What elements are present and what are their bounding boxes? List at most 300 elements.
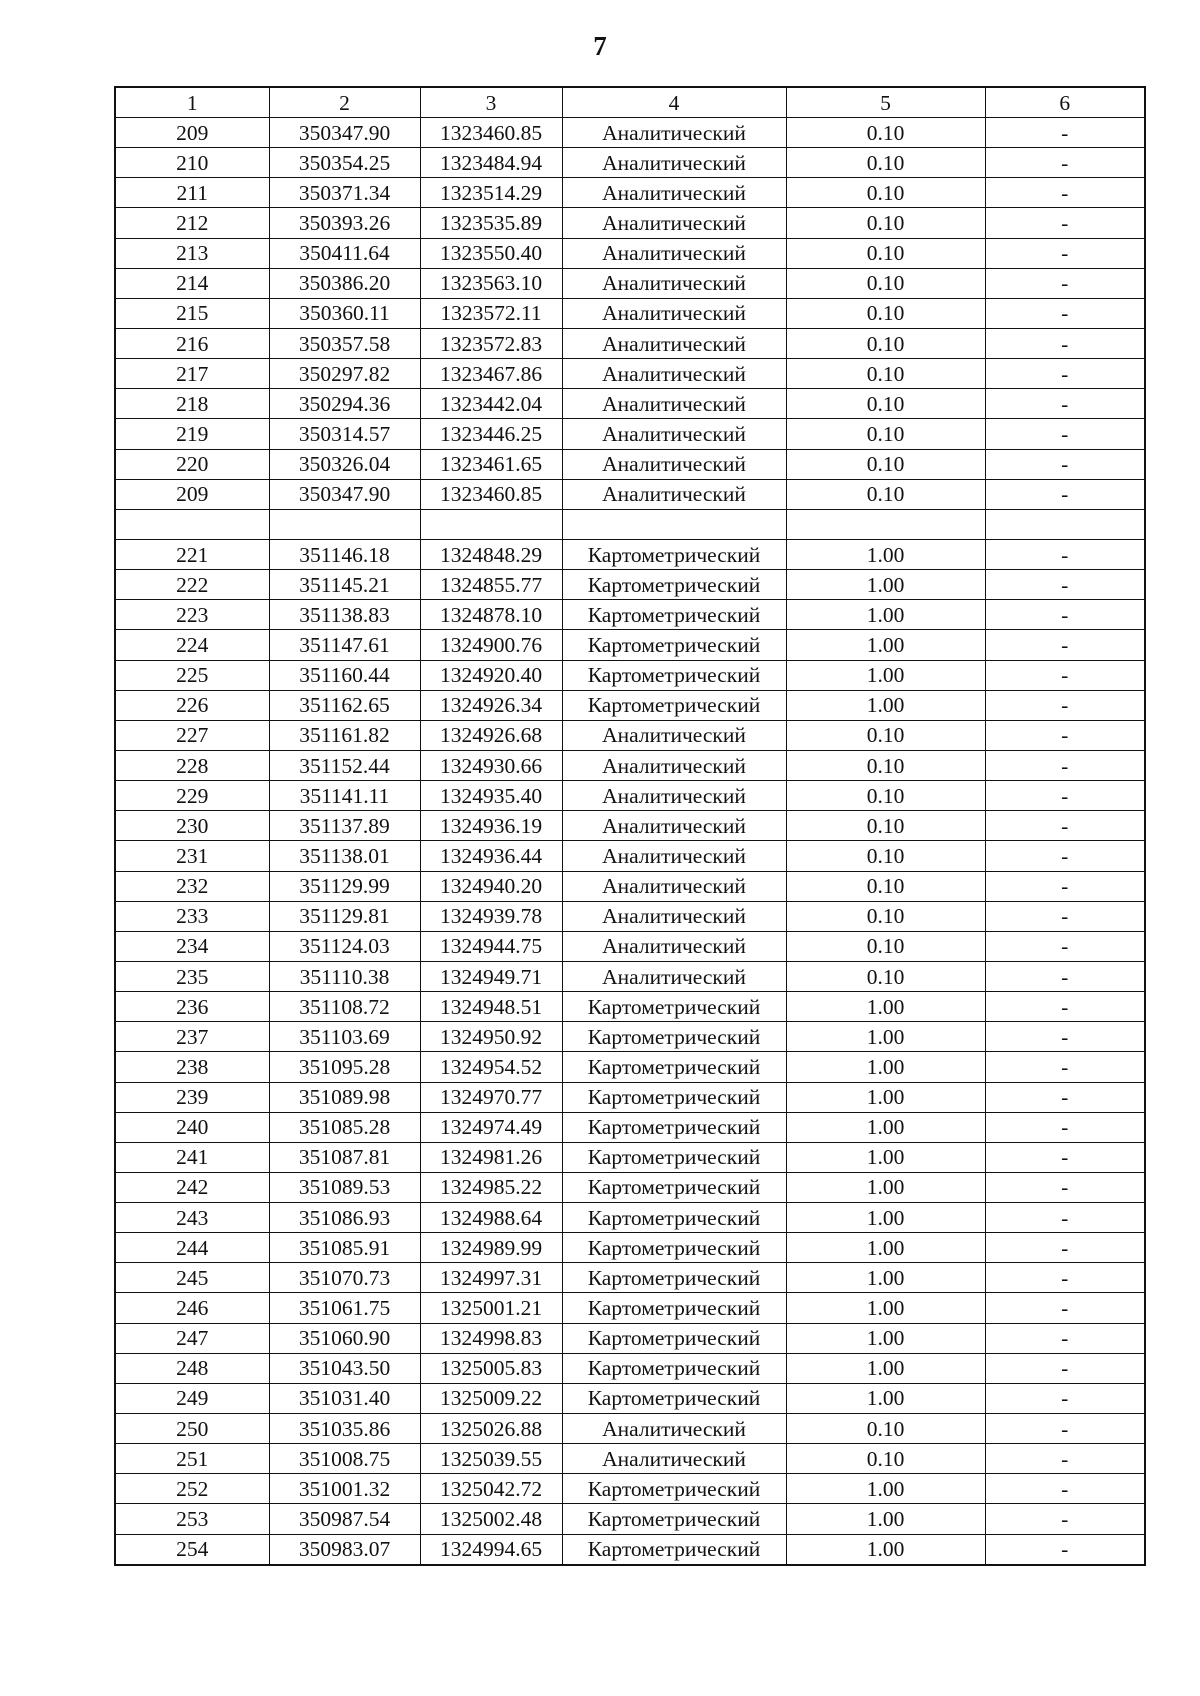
x-coordinate-cell: 351152.44 bbox=[269, 750, 420, 780]
accuracy-cell: 1.00 bbox=[786, 1323, 985, 1353]
method-cell: Аналитический bbox=[562, 720, 786, 750]
point-number-cell: 252 bbox=[115, 1474, 269, 1504]
y-coordinate-cell: 1324926.68 bbox=[420, 720, 562, 750]
table-row bbox=[115, 931, 1145, 961]
method-cell: Аналитический bbox=[562, 298, 786, 328]
y-coordinate-cell: 1324935.40 bbox=[420, 781, 562, 811]
method-cell: Аналитический bbox=[562, 479, 786, 509]
x-coordinate-cell: 350371.34 bbox=[269, 178, 420, 208]
y-coordinate-cell: 1323460.85 bbox=[420, 479, 562, 509]
table-row bbox=[115, 1323, 1145, 1353]
method-cell: Картометрический bbox=[562, 1323, 786, 1353]
point-number-cell: 248 bbox=[115, 1353, 269, 1383]
description-cell: - bbox=[985, 1534, 1145, 1565]
point-number-cell: 242 bbox=[115, 1172, 269, 1202]
point-number-cell: 214 bbox=[115, 268, 269, 298]
point-number-cell: 227 bbox=[115, 720, 269, 750]
table-row bbox=[115, 238, 1145, 268]
y-coordinate-cell: 1324900.76 bbox=[420, 630, 562, 660]
method-cell: Картометрический bbox=[562, 1082, 786, 1112]
point-number-cell: 220 bbox=[115, 449, 269, 479]
header-row bbox=[115, 87, 1145, 118]
x-coordinate-cell: 351060.90 bbox=[269, 1323, 420, 1353]
point-number-cell: 240 bbox=[115, 1112, 269, 1142]
method-cell: Картометрический bbox=[562, 1534, 786, 1565]
accuracy-cell: 1.00 bbox=[786, 1112, 985, 1142]
accuracy-cell: 1.00 bbox=[786, 1082, 985, 1112]
point-number-cell bbox=[115, 509, 269, 539]
accuracy-cell: 1.00 bbox=[786, 1172, 985, 1202]
description-cell: - bbox=[985, 1383, 1145, 1413]
accuracy-cell: 0.10 bbox=[786, 208, 985, 238]
point-number-cell: 245 bbox=[115, 1263, 269, 1293]
table-row bbox=[115, 539, 1145, 569]
accuracy-cell: 1.00 bbox=[786, 1474, 985, 1504]
description-cell: - bbox=[985, 660, 1145, 690]
accuracy-cell: 0.10 bbox=[786, 841, 985, 871]
description-cell: - bbox=[985, 1112, 1145, 1142]
point-number-cell: 247 bbox=[115, 1323, 269, 1353]
accuracy-cell: 0.10 bbox=[786, 238, 985, 268]
x-coordinate-cell: 350411.64 bbox=[269, 238, 420, 268]
x-coordinate-cell: 350297.82 bbox=[269, 359, 420, 389]
y-coordinate-cell: 1324981.26 bbox=[420, 1142, 562, 1172]
accuracy-cell: 0.10 bbox=[786, 178, 985, 208]
method-cell: Аналитический bbox=[562, 208, 786, 238]
page-number: 7 bbox=[593, 31, 607, 61]
description-cell: - bbox=[985, 630, 1145, 660]
x-coordinate-cell: 351110.38 bbox=[269, 961, 420, 991]
description-cell: - bbox=[985, 1022, 1145, 1052]
table-row bbox=[115, 1233, 1145, 1263]
accuracy-cell: 0.10 bbox=[786, 298, 985, 328]
accuracy-cell: 1.00 bbox=[786, 690, 985, 720]
method-cell bbox=[562, 509, 786, 539]
method-cell: Картометрический bbox=[562, 690, 786, 720]
point-number-cell: 254 bbox=[115, 1534, 269, 1565]
method-cell: Картометрический bbox=[562, 1263, 786, 1293]
table-row bbox=[115, 1504, 1145, 1534]
point-number-cell: 222 bbox=[115, 570, 269, 600]
description-cell: - bbox=[985, 389, 1145, 419]
description-cell: - bbox=[985, 328, 1145, 358]
description-cell bbox=[985, 509, 1145, 539]
table-row bbox=[115, 811, 1145, 841]
y-coordinate-cell: 1324949.71 bbox=[420, 961, 562, 991]
x-coordinate-cell: 351001.32 bbox=[269, 1474, 420, 1504]
accuracy-cell: 1.00 bbox=[786, 630, 985, 660]
method-cell: Картометрический bbox=[562, 1142, 786, 1172]
y-coordinate-cell: 1324948.51 bbox=[420, 992, 562, 1022]
table-row bbox=[115, 660, 1145, 690]
x-coordinate-cell: 351095.28 bbox=[269, 1052, 420, 1082]
method-cell: Аналитический bbox=[562, 931, 786, 961]
description-cell: - bbox=[985, 148, 1145, 178]
method-cell: Картометрический bbox=[562, 600, 786, 630]
x-coordinate-cell: 351141.11 bbox=[269, 781, 420, 811]
accuracy-cell: 0.10 bbox=[786, 389, 985, 419]
point-number-cell: 229 bbox=[115, 781, 269, 811]
description-cell: - bbox=[985, 1504, 1145, 1534]
y-coordinate-cell: 1324985.22 bbox=[420, 1172, 562, 1202]
description-cell: - bbox=[985, 781, 1145, 811]
x-coordinate-cell: 351035.86 bbox=[269, 1414, 420, 1444]
x-coordinate-cell: 350360.11 bbox=[269, 298, 420, 328]
column-header: 4 bbox=[562, 87, 786, 118]
method-cell: Аналитический bbox=[562, 1444, 786, 1474]
accuracy-cell: 1.00 bbox=[786, 1263, 985, 1293]
column-header: 3 bbox=[420, 87, 562, 118]
description-cell: - bbox=[985, 1052, 1145, 1082]
column-header: 6 bbox=[985, 87, 1145, 118]
y-coordinate-cell: 1323467.86 bbox=[420, 359, 562, 389]
y-coordinate-cell: 1324944.75 bbox=[420, 931, 562, 961]
description-cell: - bbox=[985, 961, 1145, 991]
table-row bbox=[115, 1082, 1145, 1112]
y-coordinate-cell: 1323572.83 bbox=[420, 328, 562, 358]
table-row bbox=[115, 1263, 1145, 1293]
description-cell: - bbox=[985, 871, 1145, 901]
description-cell: - bbox=[985, 1082, 1145, 1112]
point-number-cell: 216 bbox=[115, 328, 269, 358]
description-cell: - bbox=[985, 811, 1145, 841]
x-coordinate-cell: 350326.04 bbox=[269, 449, 420, 479]
method-cell: Аналитический bbox=[562, 1414, 786, 1444]
table-row bbox=[115, 328, 1145, 358]
x-coordinate-cell: 351129.99 bbox=[269, 871, 420, 901]
point-number-cell: 249 bbox=[115, 1383, 269, 1413]
y-coordinate-cell: 1325026.88 bbox=[420, 1414, 562, 1444]
description-cell: - bbox=[985, 1172, 1145, 1202]
method-cell: Картометрический bbox=[562, 1022, 786, 1052]
description-cell: - bbox=[985, 901, 1145, 931]
point-number-cell: 221 bbox=[115, 539, 269, 569]
accuracy-cell: 0.10 bbox=[786, 449, 985, 479]
x-coordinate-cell: 351089.98 bbox=[269, 1082, 420, 1112]
method-cell: Аналитический bbox=[562, 811, 786, 841]
y-coordinate-cell: 1324848.29 bbox=[420, 539, 562, 569]
y-coordinate-cell: 1324994.65 bbox=[420, 1534, 562, 1565]
y-coordinate-cell: 1324926.34 bbox=[420, 690, 562, 720]
description-cell: - bbox=[985, 750, 1145, 780]
point-number-cell: 238 bbox=[115, 1052, 269, 1082]
point-number-cell: 209 bbox=[115, 479, 269, 509]
accuracy-cell: 0.10 bbox=[786, 750, 985, 780]
accuracy-cell: 0.10 bbox=[786, 148, 985, 178]
accuracy-cell: 1.00 bbox=[786, 539, 985, 569]
point-number-cell: 244 bbox=[115, 1233, 269, 1263]
x-coordinate-cell: 351070.73 bbox=[269, 1263, 420, 1293]
y-coordinate-cell: 1324974.49 bbox=[420, 1112, 562, 1142]
table-row bbox=[115, 1022, 1145, 1052]
table-row bbox=[115, 449, 1145, 479]
accuracy-cell: 0.10 bbox=[786, 811, 985, 841]
point-number-cell: 217 bbox=[115, 359, 269, 389]
method-cell: Аналитический bbox=[562, 781, 786, 811]
accuracy-cell: 1.00 bbox=[786, 570, 985, 600]
accuracy-cell: 0.10 bbox=[786, 419, 985, 449]
table-row bbox=[115, 1112, 1145, 1142]
method-cell: Аналитический bbox=[562, 178, 786, 208]
x-coordinate-cell: 350357.58 bbox=[269, 328, 420, 358]
x-coordinate-cell: 351108.72 bbox=[269, 992, 420, 1022]
description-cell: - bbox=[985, 690, 1145, 720]
accuracy-cell: 1.00 bbox=[786, 1022, 985, 1052]
accuracy-cell: 0.10 bbox=[786, 781, 985, 811]
accuracy-cell: 1.00 bbox=[786, 992, 985, 1022]
table-row bbox=[115, 1383, 1145, 1413]
table-row bbox=[115, 178, 1145, 208]
accuracy-cell: 1.00 bbox=[786, 1052, 985, 1082]
method-cell: Аналитический bbox=[562, 841, 786, 871]
point-number-cell: 219 bbox=[115, 419, 269, 449]
x-coordinate-cell: 350347.90 bbox=[269, 118, 420, 148]
y-coordinate-cell: 1323442.04 bbox=[420, 389, 562, 419]
x-coordinate-cell: 351138.83 bbox=[269, 600, 420, 630]
y-coordinate-cell: 1325002.48 bbox=[420, 1504, 562, 1534]
accuracy-cell: 1.00 bbox=[786, 1534, 985, 1565]
accuracy-cell: 0.10 bbox=[786, 359, 985, 389]
y-coordinate-cell: 1325042.72 bbox=[420, 1474, 562, 1504]
x-coordinate-cell bbox=[269, 509, 420, 539]
method-cell: Аналитический bbox=[562, 901, 786, 931]
table-row bbox=[115, 781, 1145, 811]
point-number-cell: 218 bbox=[115, 389, 269, 419]
method-cell: Картометрический bbox=[562, 1383, 786, 1413]
x-coordinate-cell: 351085.91 bbox=[269, 1233, 420, 1263]
table-row bbox=[115, 1353, 1145, 1383]
y-coordinate-cell: 1325005.83 bbox=[420, 1353, 562, 1383]
x-coordinate-cell: 351043.50 bbox=[269, 1353, 420, 1383]
method-cell: Аналитический bbox=[562, 750, 786, 780]
x-coordinate-cell: 351146.18 bbox=[269, 539, 420, 569]
point-number-cell: 224 bbox=[115, 630, 269, 660]
x-coordinate-cell: 351124.03 bbox=[269, 931, 420, 961]
point-number-cell: 231 bbox=[115, 841, 269, 871]
table-row bbox=[115, 600, 1145, 630]
y-coordinate-cell: 1324954.52 bbox=[420, 1052, 562, 1082]
accuracy-cell: 1.00 bbox=[786, 1383, 985, 1413]
table-row bbox=[115, 992, 1145, 1022]
x-coordinate-cell: 350294.36 bbox=[269, 389, 420, 419]
description-cell: - bbox=[985, 720, 1145, 750]
description-cell: - bbox=[985, 178, 1145, 208]
table-row bbox=[115, 509, 1145, 539]
accuracy-cell: 1.00 bbox=[786, 1142, 985, 1172]
method-cell: Аналитический bbox=[562, 389, 786, 419]
x-coordinate-cell: 350386.20 bbox=[269, 268, 420, 298]
table-row bbox=[115, 1293, 1145, 1323]
description-cell: - bbox=[985, 1474, 1145, 1504]
accuracy-cell: 0.10 bbox=[786, 1444, 985, 1474]
point-number-cell: 223 bbox=[115, 600, 269, 630]
table-row bbox=[115, 389, 1145, 419]
x-coordinate-cell: 351145.21 bbox=[269, 570, 420, 600]
table-row bbox=[115, 1203, 1145, 1233]
description-cell: - bbox=[985, 1293, 1145, 1323]
y-coordinate-cell: 1324950.92 bbox=[420, 1022, 562, 1052]
accuracy-cell: 1.00 bbox=[786, 1504, 985, 1534]
method-cell: Картометрический bbox=[562, 660, 786, 690]
method-cell: Картометрический bbox=[562, 1112, 786, 1142]
method-cell: Аналитический bbox=[562, 359, 786, 389]
point-number-cell: 250 bbox=[115, 1414, 269, 1444]
method-cell: Аналитический bbox=[562, 449, 786, 479]
description-cell: - bbox=[985, 359, 1145, 389]
description-cell: - bbox=[985, 841, 1145, 871]
x-coordinate-cell: 350314.57 bbox=[269, 419, 420, 449]
method-cell: Картометрический bbox=[562, 1172, 786, 1202]
description-cell: - bbox=[985, 1353, 1145, 1383]
accuracy-cell: 1.00 bbox=[786, 1353, 985, 1383]
accuracy-cell: 1.00 bbox=[786, 600, 985, 630]
y-coordinate-cell: 1323563.10 bbox=[420, 268, 562, 298]
method-cell: Аналитический bbox=[562, 871, 786, 901]
method-cell: Картометрический bbox=[562, 630, 786, 660]
point-number-cell: 234 bbox=[115, 931, 269, 961]
x-coordinate-cell: 351061.75 bbox=[269, 1293, 420, 1323]
method-cell: Картометрический bbox=[562, 570, 786, 600]
method-cell: Картометрический bbox=[562, 1052, 786, 1082]
y-coordinate-cell: 1324939.78 bbox=[420, 901, 562, 931]
coordinates-table bbox=[114, 86, 1146, 1566]
table-row bbox=[115, 690, 1145, 720]
x-coordinate-cell: 351031.40 bbox=[269, 1383, 420, 1413]
point-number-cell: 225 bbox=[115, 660, 269, 690]
x-coordinate-cell: 351160.44 bbox=[269, 660, 420, 690]
y-coordinate-cell: 1323484.94 bbox=[420, 148, 562, 178]
description-cell: - bbox=[985, 238, 1145, 268]
table-row bbox=[115, 479, 1145, 509]
y-coordinate-cell: 1325009.22 bbox=[420, 1383, 562, 1413]
y-coordinate-cell: 1323446.25 bbox=[420, 419, 562, 449]
x-coordinate-cell: 351138.01 bbox=[269, 841, 420, 871]
point-number-cell: 251 bbox=[115, 1444, 269, 1474]
x-coordinate-cell: 351086.93 bbox=[269, 1203, 420, 1233]
point-number-cell: 212 bbox=[115, 208, 269, 238]
y-coordinate-cell: 1324920.40 bbox=[420, 660, 562, 690]
point-number-cell: 228 bbox=[115, 750, 269, 780]
description-cell: - bbox=[985, 298, 1145, 328]
x-coordinate-cell: 351161.82 bbox=[269, 720, 420, 750]
table-row bbox=[115, 1052, 1145, 1082]
table-row bbox=[115, 570, 1145, 600]
table-row bbox=[115, 1444, 1145, 1474]
point-number-cell: 211 bbox=[115, 178, 269, 208]
y-coordinate-cell: 1323460.85 bbox=[420, 118, 562, 148]
table-row bbox=[115, 148, 1145, 178]
accuracy-cell: 0.10 bbox=[786, 328, 985, 358]
x-coordinate-cell: 351103.69 bbox=[269, 1022, 420, 1052]
method-cell: Картометрический bbox=[562, 1203, 786, 1233]
column-header: 1 bbox=[115, 87, 269, 118]
table-row bbox=[115, 1172, 1145, 1202]
description-cell: - bbox=[985, 419, 1145, 449]
point-number-cell: 237 bbox=[115, 1022, 269, 1052]
method-cell: Картометрический bbox=[562, 1353, 786, 1383]
accuracy-cell: 1.00 bbox=[786, 1293, 985, 1323]
description-cell: - bbox=[985, 931, 1145, 961]
table-row bbox=[115, 359, 1145, 389]
y-coordinate-cell: 1324855.77 bbox=[420, 570, 562, 600]
point-number-cell: 243 bbox=[115, 1203, 269, 1233]
accuracy-cell bbox=[786, 509, 985, 539]
method-cell: Картометрический bbox=[562, 539, 786, 569]
point-number-cell: 233 bbox=[115, 901, 269, 931]
y-coordinate-cell: 1324997.31 bbox=[420, 1263, 562, 1293]
x-coordinate-cell: 351162.65 bbox=[269, 690, 420, 720]
y-coordinate-cell: 1323514.29 bbox=[420, 178, 562, 208]
description-cell: - bbox=[985, 1233, 1145, 1263]
accuracy-cell: 0.10 bbox=[786, 961, 985, 991]
method-cell: Аналитический bbox=[562, 148, 786, 178]
point-number-cell: 226 bbox=[115, 690, 269, 720]
y-coordinate-cell: 1323535.89 bbox=[420, 208, 562, 238]
description-cell: - bbox=[985, 449, 1145, 479]
method-cell: Аналитический bbox=[562, 328, 786, 358]
y-coordinate-cell: 1324998.83 bbox=[420, 1323, 562, 1353]
table-row bbox=[115, 208, 1145, 238]
table-row bbox=[115, 419, 1145, 449]
description-cell: - bbox=[985, 479, 1145, 509]
table-header bbox=[115, 87, 1145, 118]
method-cell: Картометрический bbox=[562, 1233, 786, 1263]
x-coordinate-cell: 350393.26 bbox=[269, 208, 420, 238]
x-coordinate-cell: 351008.75 bbox=[269, 1444, 420, 1474]
y-coordinate-cell bbox=[420, 509, 562, 539]
point-number-cell: 210 bbox=[115, 148, 269, 178]
accuracy-cell: 0.10 bbox=[786, 268, 985, 298]
table-row bbox=[115, 630, 1145, 660]
description-cell: - bbox=[985, 1263, 1145, 1293]
table-row bbox=[115, 1142, 1145, 1172]
point-number-cell: 209 bbox=[115, 118, 269, 148]
description-cell: - bbox=[985, 539, 1145, 569]
method-cell: Аналитический bbox=[562, 961, 786, 991]
accuracy-cell: 0.10 bbox=[786, 1414, 985, 1444]
y-coordinate-cell: 1324936.44 bbox=[420, 841, 562, 871]
table-row bbox=[115, 871, 1145, 901]
x-coordinate-cell: 350987.54 bbox=[269, 1504, 420, 1534]
x-coordinate-cell: 350354.25 bbox=[269, 148, 420, 178]
y-coordinate-cell: 1324988.64 bbox=[420, 1203, 562, 1233]
description-cell: - bbox=[985, 208, 1145, 238]
accuracy-cell: 0.10 bbox=[786, 479, 985, 509]
description-cell: - bbox=[985, 1142, 1145, 1172]
description-cell: - bbox=[985, 570, 1145, 600]
table-row bbox=[115, 1414, 1145, 1444]
table-row bbox=[115, 268, 1145, 298]
point-number-cell: 215 bbox=[115, 298, 269, 328]
x-coordinate-cell: 350347.90 bbox=[269, 479, 420, 509]
accuracy-cell: 0.10 bbox=[786, 871, 985, 901]
table-row bbox=[115, 298, 1145, 328]
column-header: 5 bbox=[786, 87, 985, 118]
table-row bbox=[115, 720, 1145, 750]
table-row bbox=[115, 1534, 1145, 1565]
accuracy-cell: 1.00 bbox=[786, 1233, 985, 1263]
x-coordinate-cell: 351147.61 bbox=[269, 630, 420, 660]
point-number-cell: 246 bbox=[115, 1293, 269, 1323]
x-coordinate-cell: 351089.53 bbox=[269, 1172, 420, 1202]
point-number-cell: 213 bbox=[115, 238, 269, 268]
table-row bbox=[115, 750, 1145, 780]
method-cell: Картометрический bbox=[562, 1504, 786, 1534]
point-number-cell: 230 bbox=[115, 811, 269, 841]
method-cell: Аналитический bbox=[562, 419, 786, 449]
y-coordinate-cell: 1325039.55 bbox=[420, 1444, 562, 1474]
method-cell: Картометрический bbox=[562, 1293, 786, 1323]
